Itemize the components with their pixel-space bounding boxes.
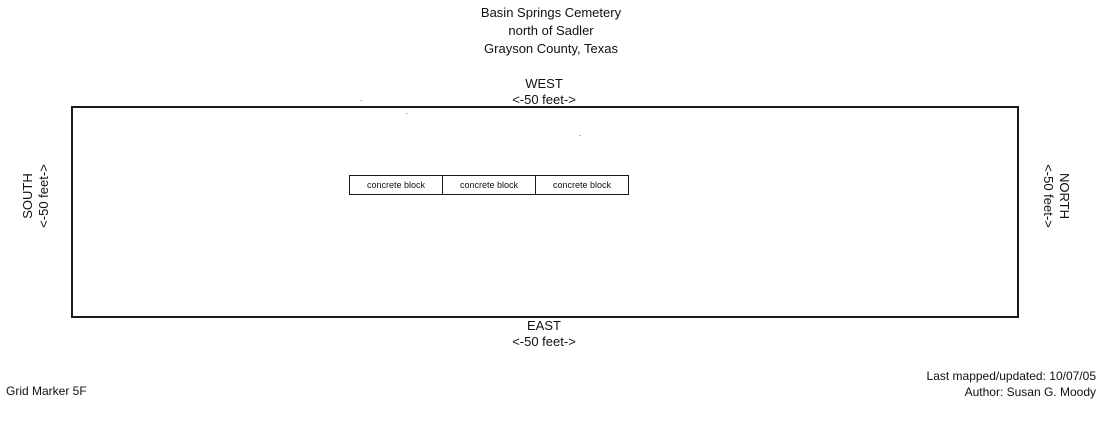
north-label: [1036, 136, 1072, 256]
map-credits: [927, 368, 1096, 400]
west-scale: <-50 feet->: [512, 92, 576, 107]
north-scale: <-50 feet->: [1041, 164, 1056, 228]
north-direction: NORTH: [1057, 173, 1072, 219]
concrete-block-row: [349, 175, 629, 195]
grid-marker: Grid Marker 5F: [6, 384, 87, 398]
county-state: Grayson County, Texas: [484, 41, 618, 56]
author: Author: Susan G. Moody: [964, 385, 1096, 399]
last-updated: Last mapped/updated: 10/07/05: [926, 369, 1096, 383]
west-direction: WEST: [525, 76, 563, 91]
concrete-block-3: concrete block: [536, 176, 629, 194]
east-label: [444, 318, 644, 350]
scan-speck: [406, 113, 408, 114]
west-label: [444, 76, 644, 108]
south-direction: SOUTH: [20, 173, 35, 219]
concrete-block-2: concrete block: [443, 176, 536, 194]
plot-boundary: [71, 106, 1019, 318]
east-scale: <-50 feet->: [512, 334, 576, 349]
location-description: north of Sadler: [508, 23, 594, 38]
scan-speck: [579, 135, 581, 136]
cemetery-name: Basin Springs Cemetery: [480, 5, 622, 20]
east-direction: EAST: [527, 318, 561, 333]
south-scale: <-50 feet->: [36, 164, 51, 228]
scan-speck: [360, 100, 362, 101]
map-title: [0, 4, 1102, 58]
concrete-block-1: concrete block: [350, 176, 443, 194]
south-label: [20, 136, 56, 256]
